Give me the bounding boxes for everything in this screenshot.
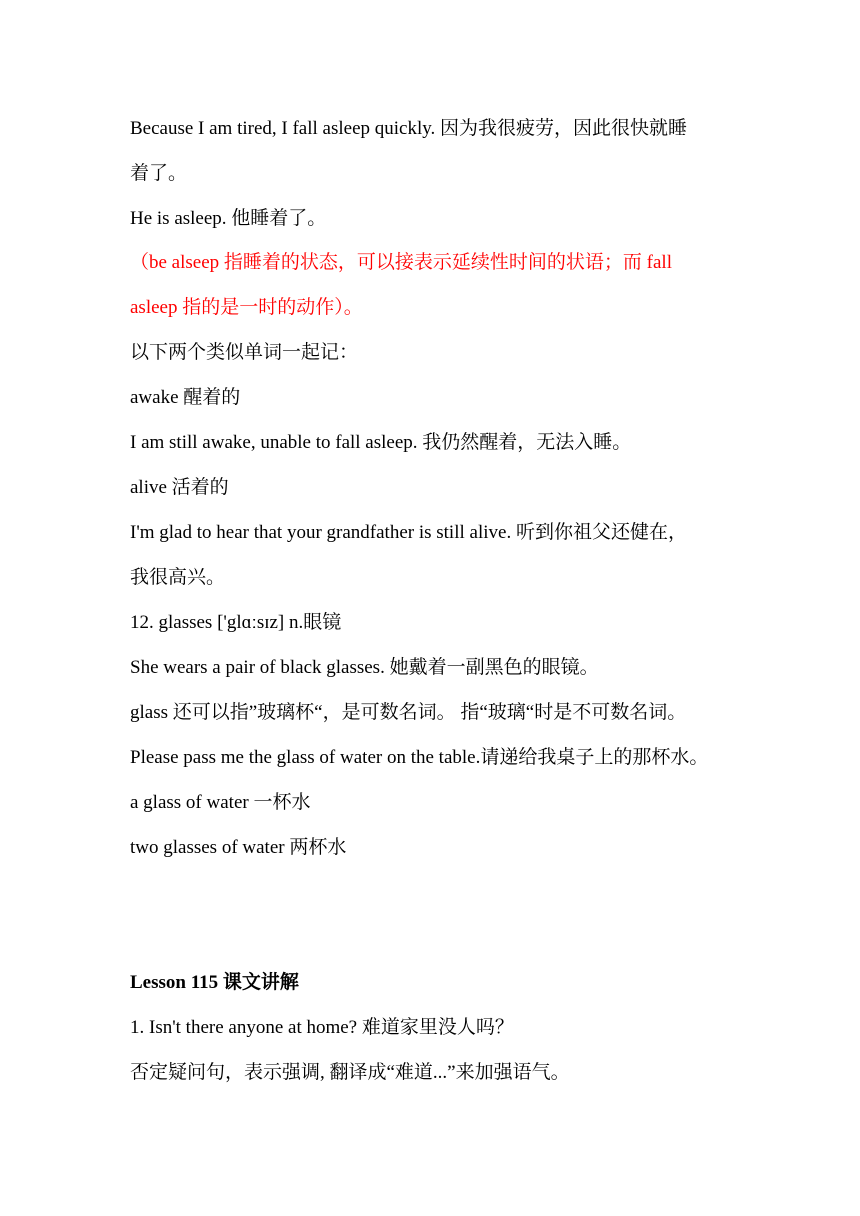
text-line: 12. glasses ['glɑːsɪz] n.眼镜 xyxy=(130,612,342,633)
text-line: 1. Isn't there anyone at home? 难道家里没人吗？ xyxy=(130,1017,514,1038)
text-line: He is asleep. 他睡着了。 xyxy=(130,208,327,229)
note-line: asleep 指的是一时的动作）。 xyxy=(130,297,363,318)
text-line: I'm glad to hear that your grandfather is still alive. 听到你祖父还健在， xyxy=(130,522,687,543)
text-line: 否定疑问句，表示强调, 翻译成“难道...”来加强语气。 xyxy=(130,1062,570,1083)
text-line: 以下两个类似单词一起记： xyxy=(130,342,359,363)
text-line: Please pass me the glass of water on the table.请递给我桌子上的那杯水。 xyxy=(130,747,709,768)
text-line: She wears a pair of black glasses. 她戴着一副黑色的眼镜。 xyxy=(130,657,599,678)
text-line: a glass of water 一杯水 xyxy=(130,792,311,813)
text-line: glass 还可以指”玻璃杯“，是可数名词。 指“玻璃“时是不可数名词。 xyxy=(130,702,687,723)
text-line: 我很高兴。 xyxy=(130,567,226,588)
text-line: 着了。 xyxy=(130,163,188,184)
section-heading: Lesson 115 课文讲解 xyxy=(130,972,299,993)
text-line: two glasses of water 两杯水 xyxy=(130,837,347,858)
text-line: Because I am tired, I fall asleep quickly. 因为我很疲劳，因此很快就睡 xyxy=(130,118,688,139)
text-line: I am still awake, unable to fall asleep. 我仍然醒着，无法入睡。 xyxy=(130,432,632,453)
text-line: awake 醒着的 xyxy=(130,387,241,408)
note-line: （be alseep 指睡着的状态，可以接表示延续性时间的状语；而 fall xyxy=(130,252,672,273)
text-line: alive 活着的 xyxy=(130,477,229,498)
